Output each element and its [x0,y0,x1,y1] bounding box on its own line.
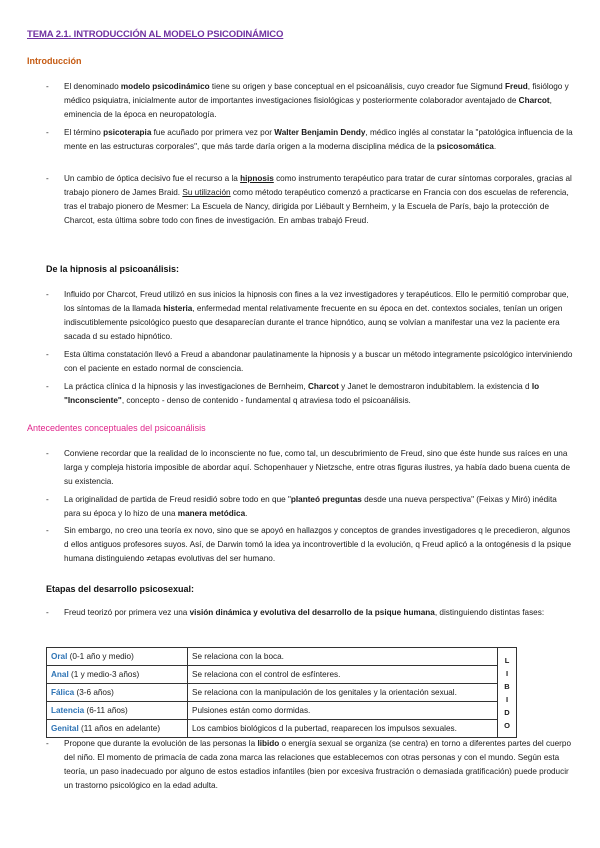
table-row [47,666,517,684]
antecedents-heading: Antecedentes conceptuales del psicoanálisis [27,423,206,433]
list-item: - El término psicoterapia fue acuñado por primera vez por Walter Benjamin Dendy, médico inglés al constatar la "patológica influencia de la mente en las estructuras corporales", que más tarde daría origen a la moderna disciplina médica de la psicosomática. [46,128,573,151]
bullet-dash: - [46,449,49,458]
bullet-dash: - [46,382,49,391]
list-item: - Freud teorizó por primera vez una visión dinámica y evolutiva del desarrollo de la psique humana, distinguiendo distintas fases: [46,606,574,620]
list-item: - Propone que durante la evolución de las personas la libido o energía sexual se organiza (se centra) en torno a diferentes partes del cuerpo del niño. El momento de primacía de cada zona marca las relaciones que establecemos con otras personas y con el mundo. Según esta teoría, un paso inadecuado por alguno de estos estadios infantiles (bien por excesiva frustración o demasiada gratificación) puede producir un trastorno psicológico en la edad adulta. [46,739,572,790]
stage-description: Se relaciona con la manipulación de los genitales y la orientación sexual. [188,684,498,702]
libido-label: L I B I D O [498,648,517,738]
bullet-dash: - [46,350,49,359]
stage-description: Se relaciona con la boca. [188,648,498,666]
list-item: - La práctica clínica d la hipnosis y las investigaciones de Bernheim, Charcot y Janet le demostraron indubitablem. la existencia d lo "Inconsciente", concepto - denso de contenido - fundamental q atraviesa todo el psicoanálisis. [46,382,540,405]
stage-cell: Anal (1 y medio-3 años) [47,666,188,684]
bullet-dash: - [46,128,49,137]
stages-table [46,647,517,738]
list-item: - Influido por Charcot, Freud utilizó en sus inicios la hipnosis con fines a la vez investigadores y terapéuticos. Ello le permitió comprobar que, los síntomas de la llamada histeria, enfermedad mental relativamente frecuente en su época en det. contextos sociales, tenían un origen indiscutiblemente psicológico puesto que desaparecían durante el trance hipnótico, aunq se volvían a manifestar una vez la paciente era sacada d su estado hipnótico. [46,290,569,341]
bullet-dash: - [46,174,49,183]
stage-cell: Genital (11 años en adelante) [47,720,188,738]
stage-cell: Oral (0-1 año y medio) [47,648,188,666]
stage-description: Pulsiones están como dormidas. [188,702,498,720]
stage-description: Los cambios biológicos d la pubertad, reaparecen los impulsos sexuales. [188,720,498,738]
table-row [47,648,517,666]
list-item: - Un cambio de óptica decisivo fue el recurso a la hipnosis como instrumento terapéutico para tratar de curar síntomas corporales, gracias al trabajo pionero de James Braid. Su utilización como método terapéutico comenzó a practicarse en Francia con dos escuelas de referencia, tras el trabajo pionero de Mesmer: La Escuela de Nancy, dirigida por Liébault y Bernheim, y la Escuela de París, bajo la protección de Charcot, esta última sobre todo con fines de investigación. En ambas trabajó Freud. [46,174,572,225]
table-row [47,720,517,738]
bullet-dash: - [46,495,49,504]
bullet-dash: - [46,526,49,535]
stage-cell: Latencia (6-11 años) [47,702,188,720]
stage-description: Se relaciona con el control de esfínteres. [188,666,498,684]
list-item: - Conviene recordar que la realidad de lo inconsciente no fue, como tal, un descubrimiento de Freud, sino que éste hunde sus raíces en una larga y compleja historia imposible de abordar aquí. Schopenhauer y Nietzsche, entre otras figuras ilustres, ya había dado buena cuenta de su existencia. [46,449,571,486]
bullet-dash: - [46,608,49,617]
hypnosis-heading: De la hipnosis al psicoanálisis: [46,264,180,274]
table-row [47,702,517,720]
bullet-dash: - [46,739,49,748]
stage-cell: Fálica (3-6 años) [47,684,188,702]
page-title: TEMA 2.1. INTRODUCCIÓN AL MODELO PSICODINÁMICO [27,29,284,40]
list-item: - La originalidad de partida de Freud residió sobre todo en que "planteó preguntas desde una nueva perspectiva" (Feixas y Miró) inédita para su época y lo hizo de una manera metódica. [46,495,557,518]
intro-heading: Introducción [27,56,82,66]
table-row [47,684,517,702]
list-item: - Esta última constatación llevó a Freud a abandonar paulatinamente la hipnosis y a buscar un método integramente psicológico interviniendo con el paciente en estado normal de consciencia. [46,350,573,373]
bullet-dash: - [46,290,49,299]
list-item: - El denominado modelo psicodinámico tiene su origen y base conceptual en el psicoanálisis, cuyo creador fue Sigmund Freud, fisiólogo y médico psiquiatra, inicialmente autor de importantes investigaciones fisiológicas y posteriormente colaborador aventajado de Charcot, eminencia de la época en neuropatología. [46,82,569,119]
stages-heading: Etapas del desarrollo psicosexual: [46,584,195,594]
bullet-dash: - [46,82,49,91]
list-item: - Sin embargo, no creo una teoría ex novo, sino que se apoyó en hallazgos y conceptos de grandes investigadores q le precedieron, algunos d ellos antiguos profesores suyos. Así, de Darwin tomó la idea ya incontrovertible d la evolución, q Freud aplicó a la ontogénesis d la psique humana distinguiendo ≠etapas evolutivas del ser humano. [46,526,572,563]
